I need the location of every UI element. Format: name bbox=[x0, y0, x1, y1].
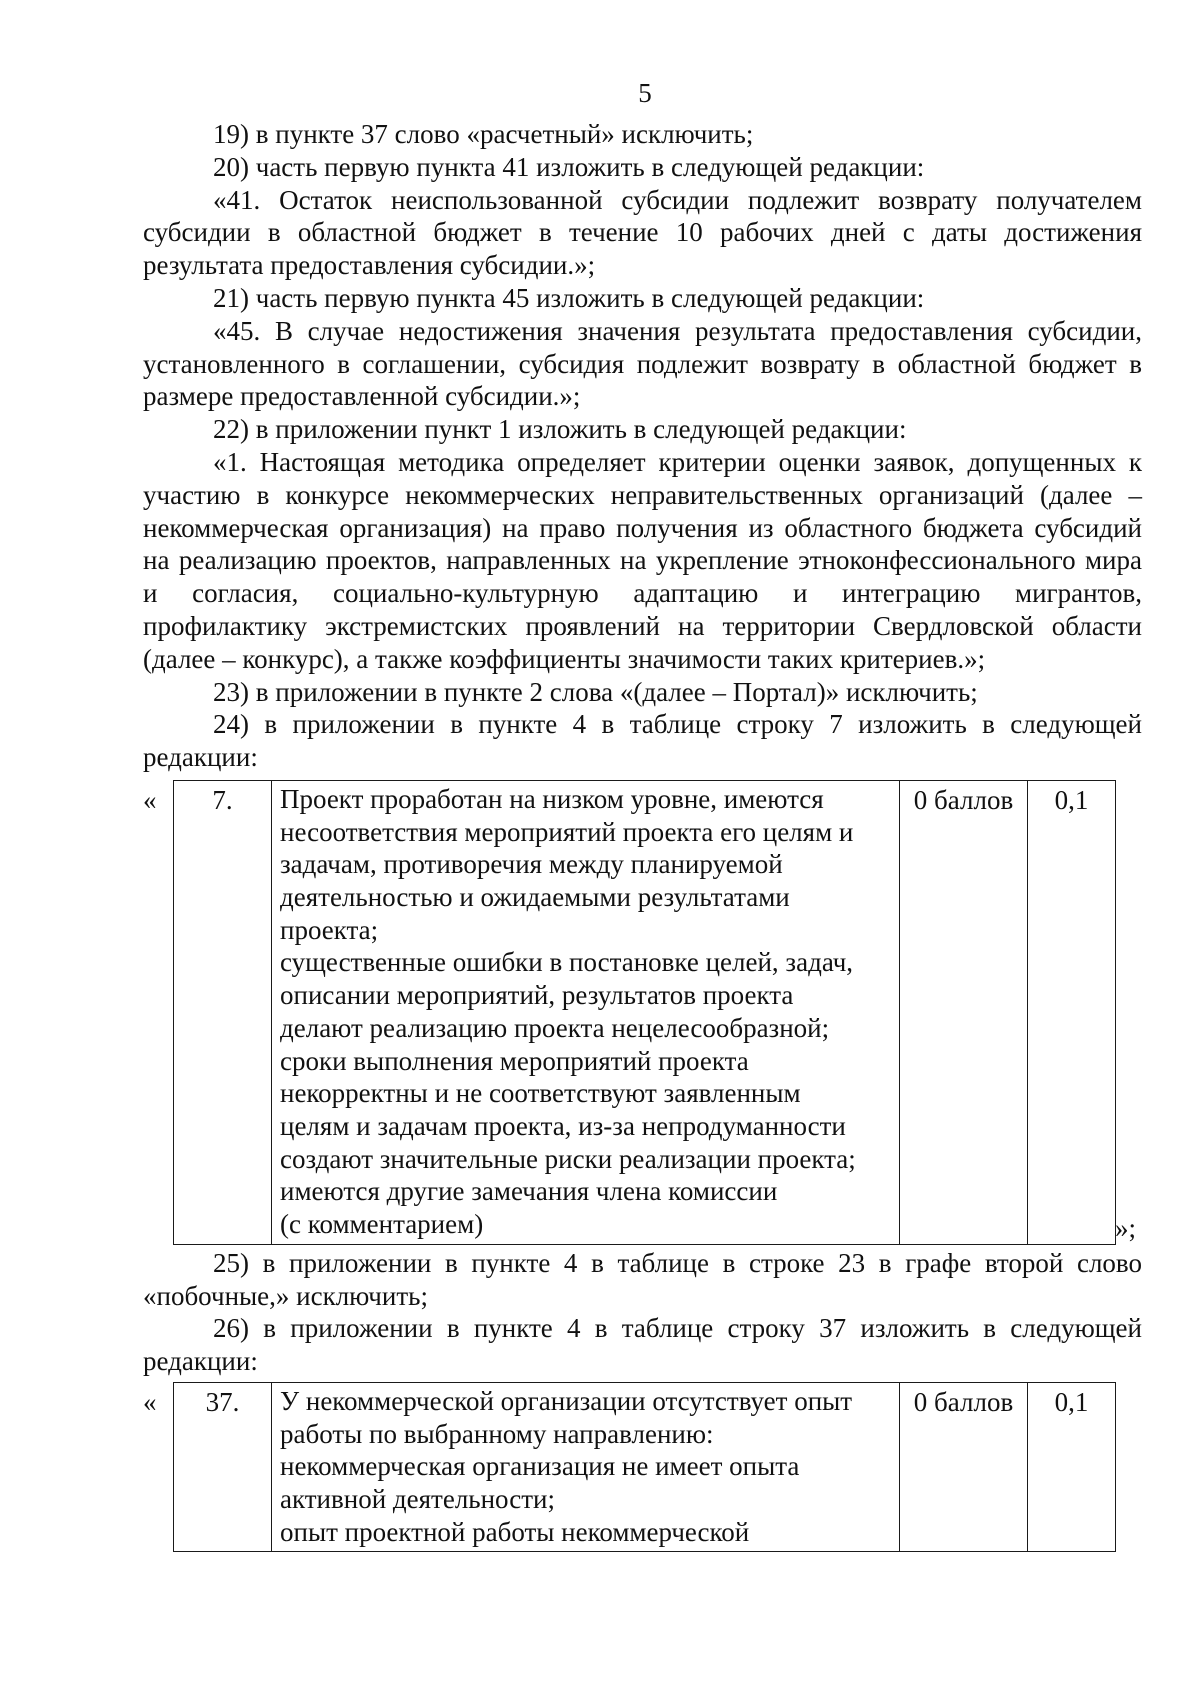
paragraph-23: 23) в приложении в пункте 2 слова «(далее – Портал)» исключить; bbox=[213, 676, 978, 707]
row-number: 37. bbox=[174, 1382, 272, 1552]
open-quote: « bbox=[143, 1386, 157, 1417]
description-line: делают реализацию проекта нецелесообразной; bbox=[280, 1012, 830, 1043]
description-line: Проект проработан на низком уровне, имеются bbox=[280, 783, 824, 814]
description-line: целям и задачам проекта, из-за непродуманности bbox=[280, 1110, 846, 1141]
description-line: несоответствия мероприятий проекта его целям и bbox=[280, 816, 854, 847]
description-line: некорректны и не соответствуют заявленным bbox=[280, 1078, 801, 1109]
paragraph-22-quote: «1. Настоящая методика определяет критерии оценки заявок, допущенных к участию в конкурсе некоммерческих неправительственных организаций (далее – некоммерческая организация) на право получения из областного бюджета субсидий на реализацию проектов, направленных на укрепление этноконфессионального мира и согласия, социально-культурную адаптацию и интеграцию мигрантов, профилактику экстремистских проявлений на территории Свердловской области (далее – конкурс), а также коэффициенты значимости таких критериев.»; bbox=[143, 446, 1142, 674]
paragraph-22: 22) в приложении пункт 1 изложить в следующей редакции: bbox=[213, 414, 907, 445]
row-points: 0 баллов bbox=[900, 1382, 1028, 1552]
paragraph-20-quote: «41. Остаток неиспользованной субсидии подлежит возврату получателем субсидии в областной бюджет в течение 10 рабочих дней с даты достижения результата предоставления субсидии.»; bbox=[143, 184, 1142, 281]
table-row-7-block bbox=[143, 780, 1142, 1245]
close-quote: »; bbox=[1115, 1212, 1137, 1243]
description-line: У некоммерческой организации отсутствует опыт bbox=[280, 1385, 853, 1416]
open-quote: « bbox=[143, 784, 157, 815]
row-coefficient: 0,1 bbox=[1028, 1382, 1116, 1552]
row-description bbox=[272, 780, 900, 1244]
table-row bbox=[174, 780, 1116, 1244]
description-line: (с комментарием) bbox=[280, 1209, 484, 1240]
description-line: существенные ошибки в постановке целей, задач, bbox=[280, 947, 854, 978]
description-line: имеются другие замечания члена комиссии bbox=[280, 1176, 778, 1207]
criteria-table-row-37 bbox=[173, 1382, 1116, 1553]
paragraph-26: 26) в приложении в пункте 4 в таблице строку 37 изложить в следующей редакции: bbox=[143, 1313, 1142, 1377]
criteria-table-row-7 bbox=[173, 780, 1116, 1245]
description-line: опыт проектной работы некоммерческой bbox=[280, 1516, 750, 1547]
description-line: проекта; bbox=[280, 914, 379, 945]
table-row bbox=[174, 1382, 1116, 1552]
paragraph-21: 21) часть первую пункта 45 изложить в следующей редакции: bbox=[213, 282, 925, 313]
description-line: описании мероприятий, результатов проекта bbox=[280, 980, 794, 1011]
row-description bbox=[272, 1382, 900, 1552]
row-number: 7. bbox=[174, 780, 272, 1244]
description-line: задачам, противоречия между планируемой bbox=[280, 849, 783, 880]
description-line: сроки выполнения мероприятий проекта bbox=[280, 1045, 749, 1076]
page-number: 5 bbox=[638, 78, 652, 108]
table-row-37-block bbox=[143, 1382, 1142, 1553]
description-line: работы по выбранному направлению: bbox=[280, 1418, 714, 1449]
paragraph-20: 20) часть первую пункта 41 изложить в следующей редакции: bbox=[213, 151, 925, 182]
document-body bbox=[143, 118, 1142, 1552]
description-line: деятельностью и ожидаемыми результатами bbox=[280, 882, 790, 913]
row-points: 0 баллов bbox=[900, 780, 1028, 1244]
description-line: некоммерческая организация не имеет опыта bbox=[280, 1451, 800, 1482]
description-line: создают значительные риски реализации проекта; bbox=[280, 1143, 856, 1174]
paragraph-25: 25) в приложении в пункте 4 в таблице в строке 23 в графе второй слово «побочные,» исключить; bbox=[143, 1247, 1142, 1311]
description-line: активной деятельности; bbox=[280, 1484, 555, 1515]
paragraph-24: 24) в приложении в пункте 4 в таблице строку 7 изложить в следующей редакции: bbox=[143, 709, 1142, 773]
paragraph-21-quote: «45. В случае недостижения значения результата предоставления субсидии, установленного в соглашении, субсидия подлежит возврату в областной бюджет в размере предоставленной субсидии.»; bbox=[143, 315, 1142, 412]
row-coefficient: 0,1 bbox=[1028, 780, 1116, 1244]
paragraph-19: 19) в пункте 37 слово «расчетный» исключить; bbox=[213, 119, 754, 149]
